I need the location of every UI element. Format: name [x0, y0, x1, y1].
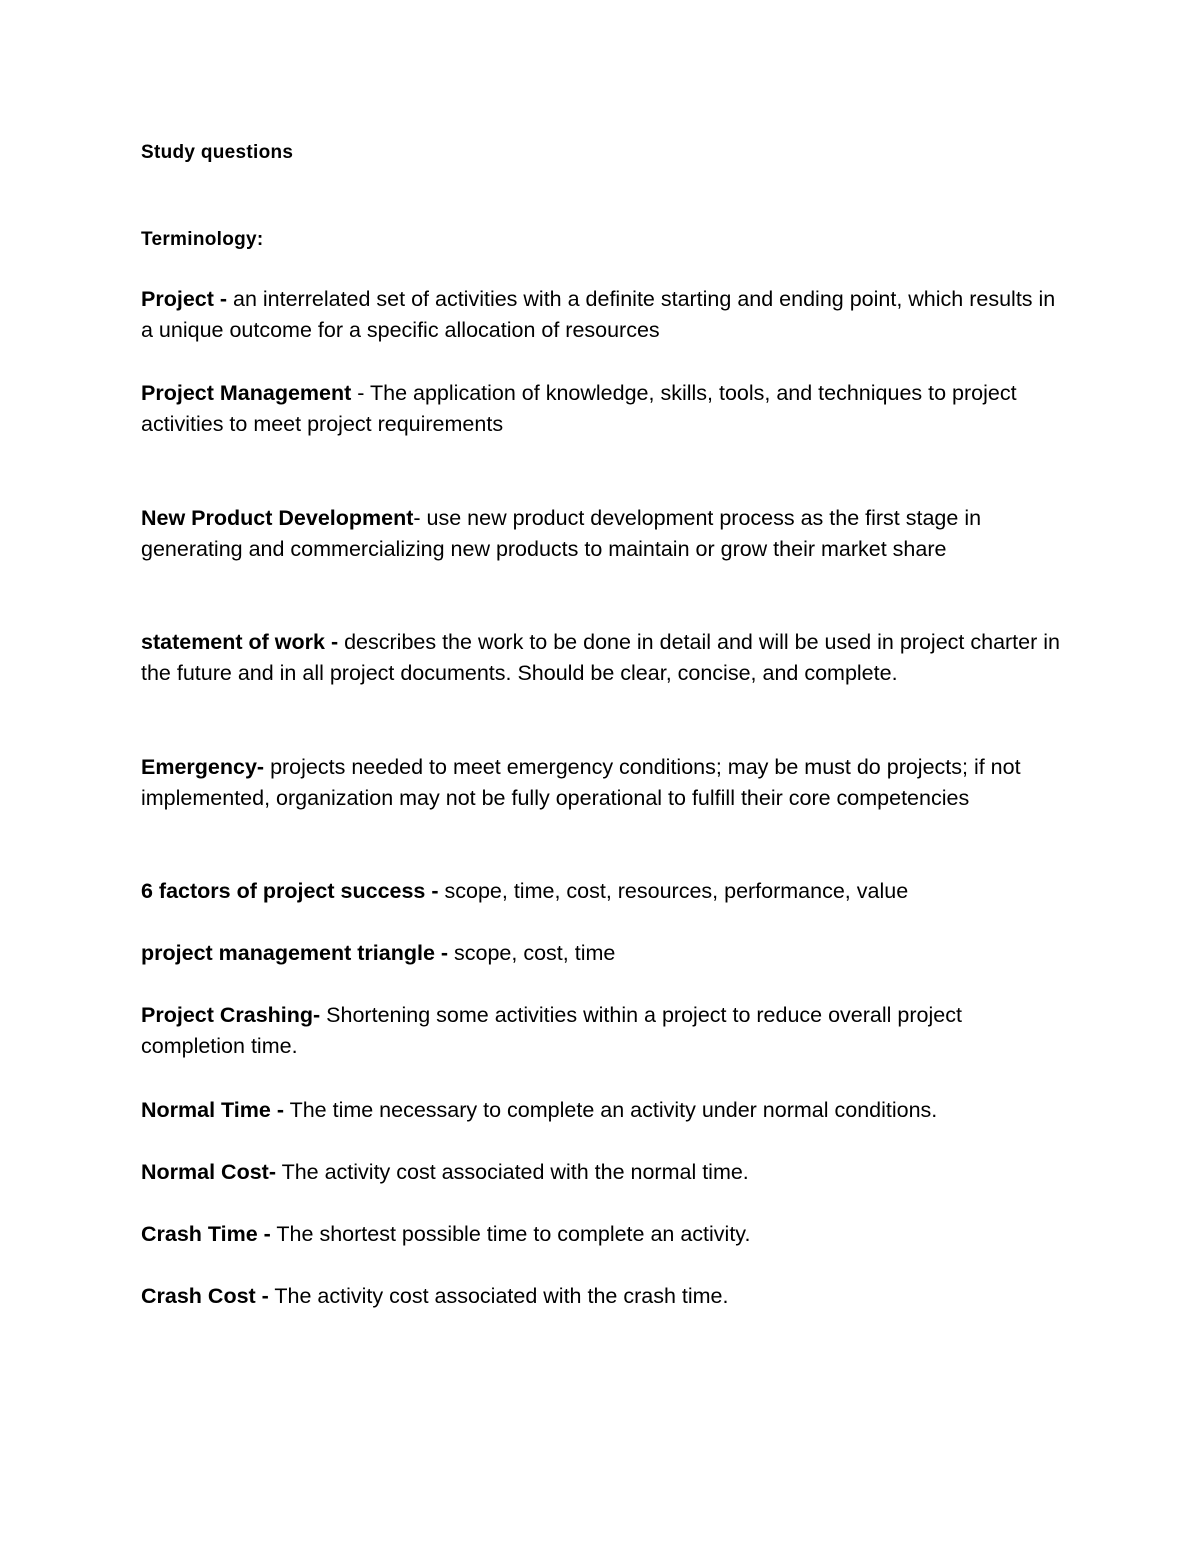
term-crash-cost	[141, 1281, 1071, 1312]
term-factors-of-success	[141, 876, 1071, 907]
term-definition: The activity cost associated with the crash time.	[268, 1284, 729, 1308]
term-label: Crash Cost -	[141, 1284, 269, 1308]
term-label: Normal Time -	[141, 1098, 284, 1122]
term-definition: - The application of knowledge, skills, tools, and techniques to project activities to meet project requirements	[141, 381, 1017, 436]
term-label: New Product Development	[141, 506, 414, 530]
term-normal-cost	[141, 1157, 1071, 1188]
term-definition: The time necessary to complete an activity under normal conditions.	[283, 1098, 938, 1122]
term-label: 6 factors of project success -	[141, 879, 439, 903]
term-normal-time	[141, 1095, 1071, 1126]
term-definition: The shortest possible time to complete an activity.	[270, 1222, 751, 1246]
term-label: Project -	[141, 287, 228, 311]
term-definition: an interrelated set of activities with a definite starting and ending point, which results in a unique outcome for a specific allocation of resources	[141, 287, 1056, 342]
term-definition: The activity cost associated with the normal time.	[275, 1160, 749, 1184]
term-definition: scope, cost, time	[448, 941, 616, 965]
term-label: Normal Cost-	[141, 1160, 276, 1184]
term-crash-time	[141, 1219, 1071, 1250]
term-definition: describes the work to be done in detail and will be used in project charter in the future and in all project documents. Should be clear, concise, and complete.	[141, 630, 1060, 685]
term-label: statement of work -	[141, 630, 339, 654]
term-label: Emergency-	[141, 755, 265, 779]
term-definition: scope, time, cost, resources, performance, value	[438, 879, 909, 903]
term-project-management	[141, 378, 1071, 440]
term-label: Project Crashing-	[141, 1003, 321, 1027]
term-definition: projects needed to meet emergency conditions; may be must do projects; if not implemented, organization may not be fully operational to fulfill their core competencies	[141, 755, 1021, 810]
term-new-product-development	[141, 503, 1071, 565]
term-definition: - use new product development process as the first stage in generating and commercializing new products to maintain or grow their market share	[141, 506, 982, 561]
term-emergency	[141, 752, 1071, 814]
section-heading: Terminology:	[141, 229, 264, 250]
document-title: Study questions	[141, 142, 294, 163]
term-project	[141, 284, 1071, 346]
term-label: Crash Time -	[141, 1222, 271, 1246]
term-label: Project Management	[141, 381, 352, 405]
term-label: project management triangle -	[141, 941, 449, 965]
term-definition: Shortening some activities within a project to reduce overall project completion time.	[141, 1003, 962, 1058]
term-project-crashing	[141, 1000, 1071, 1062]
term-statement-of-work	[141, 627, 1071, 689]
term-pm-triangle	[141, 938, 1071, 969]
